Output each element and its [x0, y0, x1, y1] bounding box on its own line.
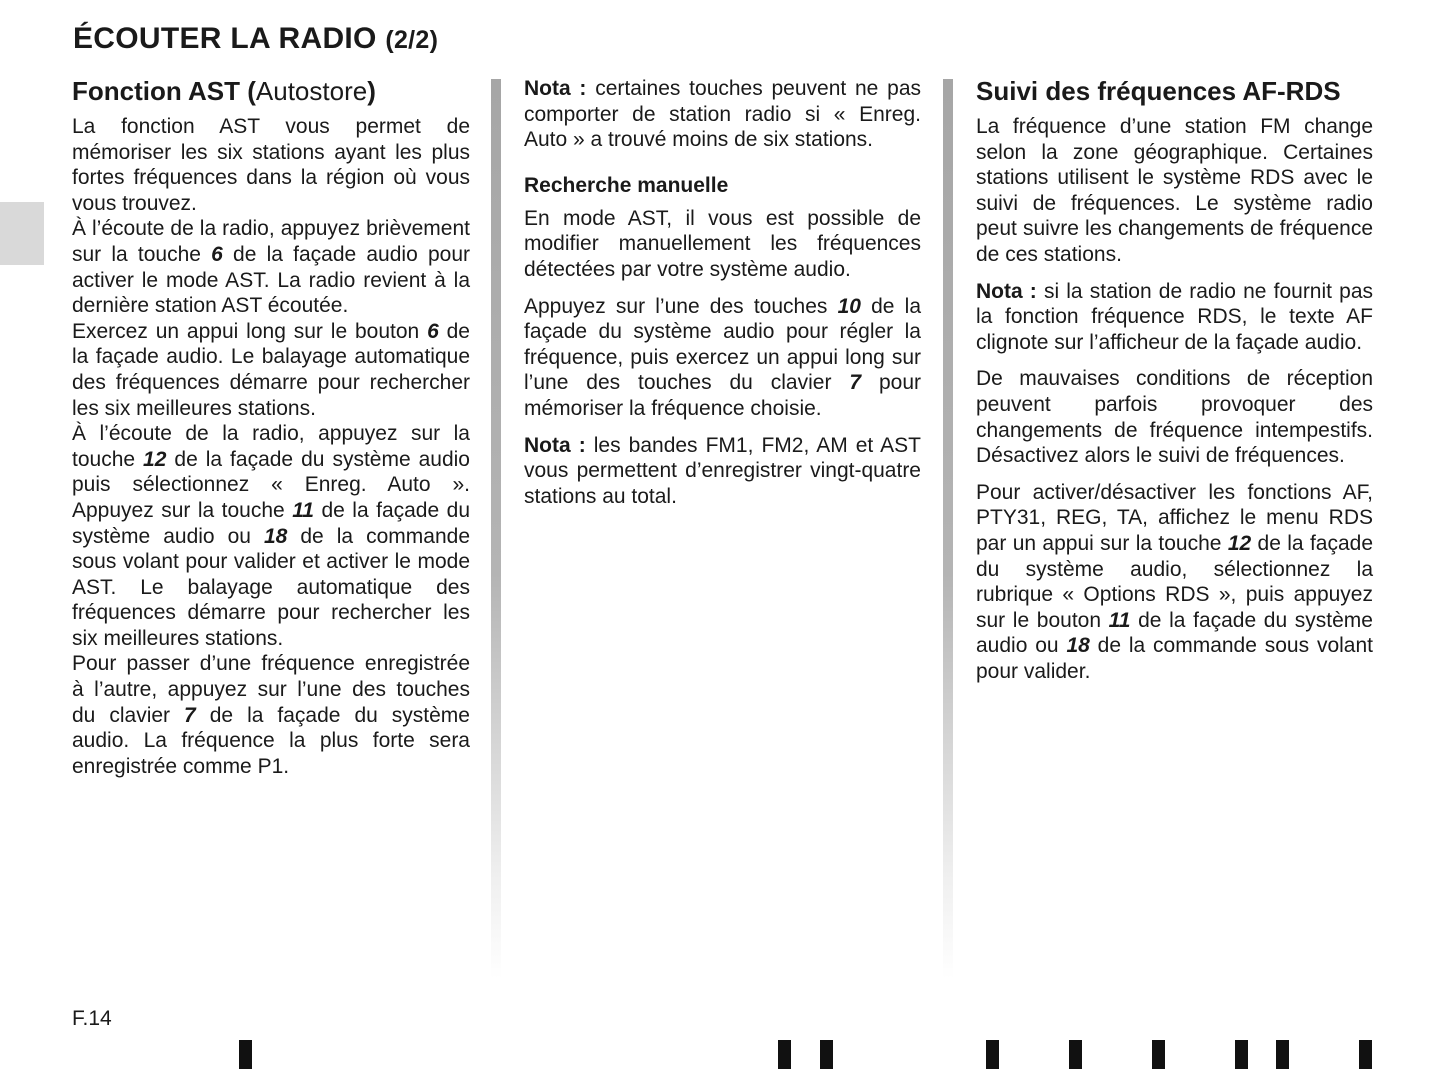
column-ast: [72, 76, 470, 779]
key-number: 12: [1227, 531, 1252, 555]
nota-label: Nota :: [976, 279, 1037, 303]
print-mark: [239, 1040, 252, 1069]
paragraph: Pour passer d’une fréquence enregistrée à l’autre, appuyez sur l’une des touches du clavier 7 de la façade du système audio. La fréquence la plus forte sera enregistrée comme P1.: [72, 652, 470, 778]
paragraph: De mauvaises conditions de réception peuvent parfois provoquer des changements de fréquence intempestifs. Désactivez alors le suivi de fréquences.: [976, 367, 1373, 468]
nota-paragraph: Nota : certaines touches peuvent ne pas comporter de station radio si « Enreg. Auto » a trouvé moins de six stations.: [524, 77, 921, 152]
nota-paragraph: Nota : si la station de radio ne fournit pas la fonction fréquence RDS, le texte AF clignote sur l’afficheur de la façade audio.: [976, 279, 1373, 354]
key-number: 12: [143, 447, 167, 471]
section-heading-ast: Fonction AST (Autostore): [72, 76, 376, 106]
page-number: F.14: [72, 1007, 112, 1030]
nota-paragraph: Nota : les bandes FM1, FM2, AM et AST vous permettent d’enregistrer vingt-quatre stations au total.: [524, 433, 921, 508]
key-number: 10: [837, 294, 861, 318]
key-number: 18: [264, 524, 288, 548]
key-number: 7: [849, 371, 862, 395]
key-number: 11: [292, 498, 314, 522]
nota-label: Nota :: [524, 433, 586, 457]
page-title: [73, 22, 438, 56]
title-text: ÉCOUTER LA RADIO: [73, 22, 377, 55]
paragraph: En mode AST, il vous est possible de modifier manuellement les fréquences détectées par votre système audio.: [524, 206, 921, 281]
nota-label: Nota :: [524, 77, 587, 100]
page-indicator: (2/2): [385, 26, 439, 54]
print-mark: [986, 1040, 999, 1069]
paragraph: La fonction AST vous permet de mémoriser les six stations ayant les plus fortes fréquences dans la région où vous vous trouvez.: [72, 115, 470, 215]
column-af-rds: [976, 76, 1373, 684]
key-number: 18: [1066, 634, 1090, 658]
key-number: 6: [211, 242, 223, 266]
paragraph: À l’écoute de la radio, appuyez brièvement sur la touche 6 de la façade audio pour activer le mode AST. La radio revient à la dernière station AST écoutée.: [72, 217, 470, 318]
key-number: 11: [1108, 608, 1131, 632]
column-divider: [943, 79, 953, 979]
paragraph: Pour activer/désactiver les fonctions AF, PTY31, REG, TA, affichez le menu RDS par un appui sur la touche 12 de la façade du système audio, sélectionnez la rubrique « Options RDS », puis appuyez sur le bouton 11 de la façade du système audio ou 18 de la commande sous volant pour valider.: [976, 480, 1373, 683]
paragraph: À l’écoute de la radio, appuyez sur la touche 12 de la façade du système audio puis sélectionnez « Enreg. Auto ». Appuyez sur la touche 11 de la façade du système audio ou 18 de la commande sous volant pour valider et activer le mode AST. Le balayage automatique des fréquences démarre pour rechercher les six meilleures stations.: [72, 422, 471, 650]
key-number: 6: [427, 319, 439, 343]
print-mark: [778, 1040, 791, 1069]
paragraph: Exercez un appui long sur le bouton 6 de la façade audio. Le balayage automatique des fréquences démarre pour rechercher les six meilleures stations.: [72, 319, 470, 420]
print-mark: [1152, 1040, 1165, 1069]
paragraph: Appuyez sur l’une des touches 10 de la façade du système audio pour régler la fréquence, puis exercez un appui long sur l’une des touches du clavier 7 pour mémoriser la fréquence choisie.: [524, 294, 921, 420]
column-divider: [491, 79, 501, 979]
print-mark: [1276, 1040, 1289, 1069]
chapter-tab-marker: [0, 202, 44, 265]
section-heading-af-rds: Suivi des fréquences AF-RDS: [976, 76, 1341, 106]
paragraph: La fréquence d’une station FM change selon la zone géographique. Certaines stations utilisent le système RDS avec le suivi de fréquences. Le système radio peut suivre les changements de fréquence de ces stations.: [976, 115, 1373, 266]
print-mark: [1235, 1040, 1248, 1069]
key-number: 7: [184, 703, 196, 727]
print-mark: [1359, 1040, 1372, 1069]
column-manual-search: [524, 76, 921, 509]
print-mark: [820, 1040, 833, 1069]
print-mark: [1069, 1040, 1082, 1069]
subheading-recherche-manuelle: Recherche manuelle: [524, 173, 729, 197]
